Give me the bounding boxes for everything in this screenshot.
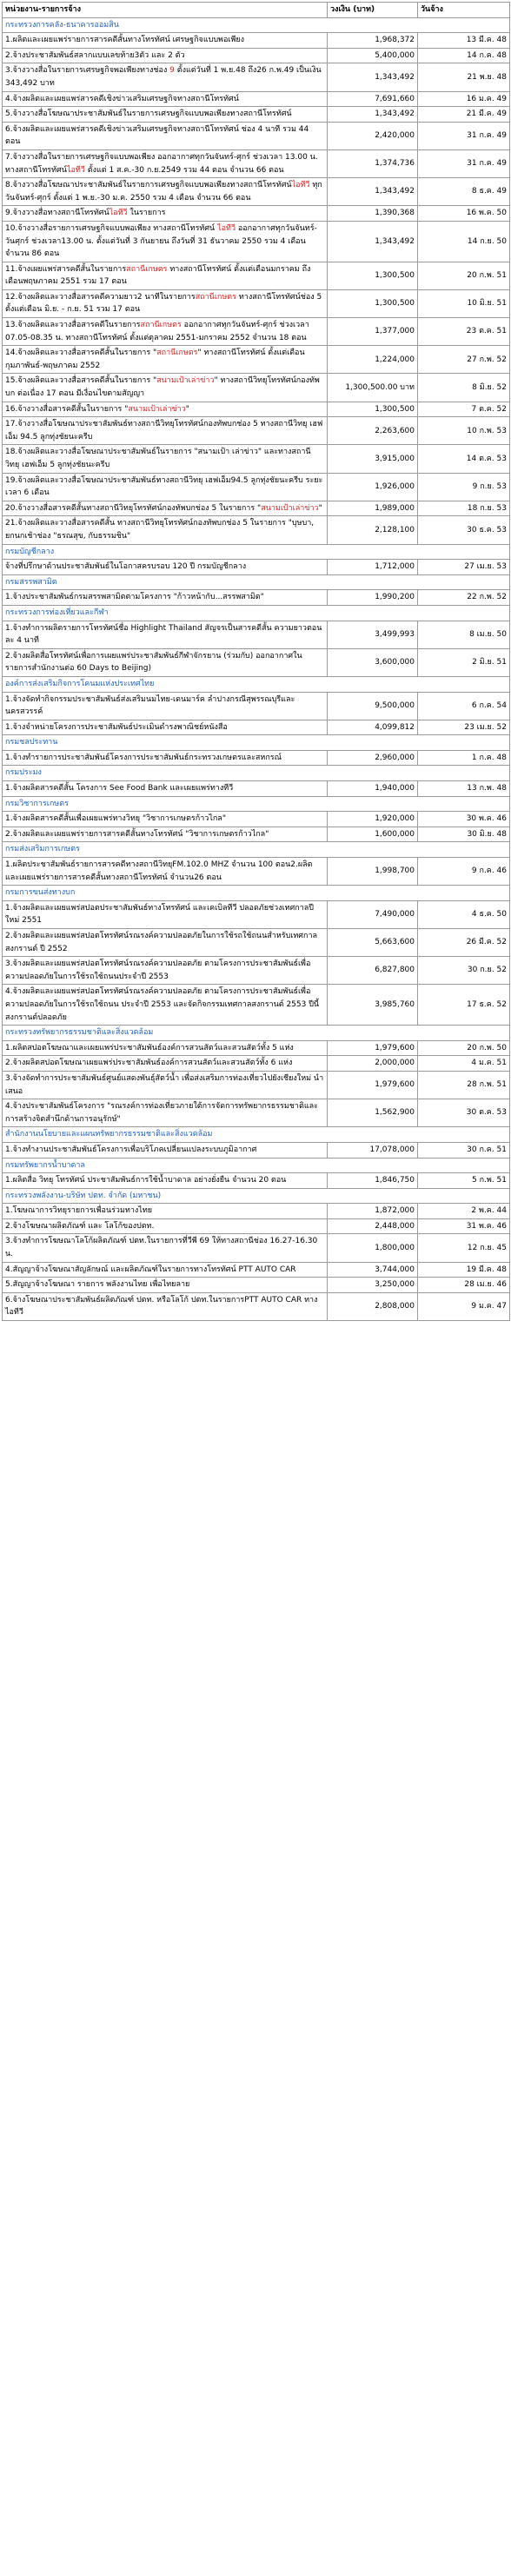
description-text: 10.จ้างวางสื่อรายการเศรษฐกิจแบบพอเพียง ทางสถานีโทรทัศน์ <box>5 223 218 233</box>
highlighted-text: ไอทีวี <box>291 181 310 190</box>
amount-cell: 1,979,600 <box>328 1071 418 1099</box>
description-text: ทางสถานีโทรทัศน์ช่อง 5 ตั้งแต่เดือน มิ.ย. - ก.ย. 51 รวม 17 ตอน <box>5 292 322 315</box>
table-row <box>3 318 510 346</box>
date-cell: 19 มี.ค. 48 <box>418 1262 510 1278</box>
table-row <box>3 692 510 720</box>
date-cell: 23 ต.ค. 51 <box>418 318 510 346</box>
date-cell: 21 มี.ค. 49 <box>418 107 510 123</box>
description-text: " <box>318 503 322 513</box>
section-title: กรมชลประทาน <box>3 735 510 751</box>
table-row <box>3 750 510 766</box>
amount-cell: 1,343,492 <box>328 178 418 206</box>
amount-cell: 6,827,800 <box>328 957 418 985</box>
description-text: 8.จ้างวางสื่อโฆษณาประชาสัมพันธ์ในรายการเศรษฐกิจแบบพอเพียงทางสถานีโทรทัศน์ <box>5 181 292 190</box>
section-title: สำนักงานนโยบายและแผนทรัพยากรธรรมชาติและสิ่งแวดล้อม <box>3 1127 510 1143</box>
description-text: 9.จ้างวางสื่อทางสถานีโทรทัศน์ <box>5 209 110 218</box>
date-cell: 23 เม.ย. 52 <box>418 720 510 735</box>
description-text: 1.ผลิตสื่อ วิทยุ โทรทัศน์ ประชาสัมพันธ์การใช้น้ำบาดาล อย่างยั่งยืน จำนวน 20 ตอน <box>5 1176 287 1185</box>
item-description <box>3 63 328 91</box>
table-row <box>3 206 510 222</box>
description-text: 20.จ้างวางสื่อสารคดีสั้นทางสถานีวิทยุโทรทัศน์กองทัพบกช่อง 5 ในรายการ " <box>5 503 262 513</box>
date-cell: 7 ต.ค. 52 <box>418 402 510 417</box>
table-row <box>3 33 510 49</box>
item-description <box>3 812 328 827</box>
description-text: 1.จ้างจำหน่ายโครงการประชาสัมพันธ์ประเมินดำรงพาณิชย์หนังสือ <box>5 722 228 732</box>
amount-cell: 1,562,900 <box>328 1099 418 1127</box>
amount-cell: 5,663,600 <box>328 929 418 957</box>
highlighted-text: สนามเป้าเล่าข่าว <box>261 503 319 513</box>
item-description <box>3 858 328 886</box>
date-cell: 8 มิ.ย. 52 <box>418 374 510 402</box>
date-cell: 30 ก.ย. 52 <box>418 957 510 985</box>
date-cell: 16 ม.ค. 49 <box>418 91 510 107</box>
amount-cell: 1,989,000 <box>328 501 418 516</box>
table-row <box>3 929 510 957</box>
amount-cell: 1,800,000 <box>328 1234 418 1262</box>
date-cell: 30 ธ.ค. 53 <box>418 516 510 544</box>
amount-cell: 2,128,100 <box>328 516 418 544</box>
amount-cell: 1,846,750 <box>328 1173 418 1189</box>
description-text: 6.จ้างโฆษณาประชาสัมพันธ์ผลิตภัณฑ์ ปตท. หรือโลโก้ ปตท.ในรายการPTT AUTO CAR ทาง ไอทีวี <box>5 1295 318 1318</box>
section-header-row <box>3 796 510 812</box>
amount-cell: 1,300,500.00 บาท <box>328 374 418 402</box>
description-text: 4.จ้างประชาสัมพันธ์โครงการ "รณรงค์การท่องเที่ยวภายใต้การจัดการทรัพยากรธรรมชาติและการสร้างจิตสำนึกด้านการอนุรักษ์" <box>5 1102 318 1124</box>
date-cell: 1 ก.ค. 48 <box>418 750 510 766</box>
amount-cell: 17,078,000 <box>328 1142 418 1158</box>
description-text: 2.จ้างผลิตสปอตโฆษณาเผยแพร่ประชาสัมพันธ์องค์การสวนสัตว์และสวนสัตว์ทั้ง 6 แห่ง <box>5 1059 293 1068</box>
highlighted-text: สนามเป้าเล่าข่าว <box>128 404 186 414</box>
date-cell: 6 ก.ค. 54 <box>418 692 510 720</box>
table-row <box>3 178 510 206</box>
description-text: " <box>185 404 189 414</box>
item-description <box>3 957 328 985</box>
date-cell: 31 ก.ค. 49 <box>418 122 510 149</box>
item-description <box>3 473 328 501</box>
item-description <box>3 827 328 842</box>
description-text: 3.จ้างวางสื่อในรายการเศรษฐกิจพอเพียงทางช่อง <box>5 66 170 76</box>
date-cell: 14 ก.ค. 48 <box>418 48 510 63</box>
section-header-row <box>3 1127 510 1143</box>
description-text: 16.จ้างวางสื่อสารคดีสั้นในรายการ " <box>5 404 129 414</box>
description-text: 12.จ้างผลิตและวางสื่อสารคดีความยาว2 นาทีในรายการ <box>5 292 196 302</box>
section-title: กระทรวงพลังงาน-บริษัท ปตท. จำกัด (มหาชน) <box>3 1188 510 1204</box>
table-row <box>3 1071 510 1099</box>
date-cell: 20 ก.พ. 51 <box>418 262 510 289</box>
amount-cell: 7,490,000 <box>328 900 418 928</box>
description-text: " ทางสถานีวิทยุโทรทัศน์กองทัพบก ต่อเนื่อง 17 ตอน มีเงื่อนไขตามสัญญา <box>5 376 320 399</box>
item-description <box>3 221 328 262</box>
date-cell: 4 ธ.ค. 50 <box>418 900 510 928</box>
amount-cell: 1,343,492 <box>328 107 418 123</box>
date-cell: 2 มิ.ย. 51 <box>418 648 510 676</box>
amount-cell: 2,448,000 <box>328 1218 418 1234</box>
description-text: 7.จ้างวางสื่อในรายการเศรษฐกิจแบบพอเพียง ออกอากาศทุกวันจันทร์-ศุกร์ ช่วงเวลา 13.00 น. ทางสถานีโทรทัศน์ <box>5 152 318 175</box>
date-cell: 8 เม.ย. 50 <box>418 621 510 648</box>
description-text: 1.จ้างผลิตและเผยแพร่สปอตประชาสัมพันธ์ทางโทรทัศน์ และเคเบิลทีวี ปลอดภัยช่วงเทศกาลปีใหม่ 2551 <box>5 903 315 926</box>
table-row <box>3 827 510 842</box>
amount-cell: 1,712,000 <box>328 560 418 575</box>
item-description <box>3 1056 328 1072</box>
section-header-row <box>3 1026 510 1041</box>
amount-cell: 1,940,000 <box>328 781 418 797</box>
date-cell: 17 ธ.ค. 52 <box>418 985 510 1026</box>
amount-cell: 1,979,600 <box>328 1040 418 1056</box>
description-text: 3.จ้างจัดทำการประชาสัมพันธ์ศูนย์แสดงพันธุ์สัตว์น้ำ เพื่อส่งเสริมการท่องเที่ยวไปยังเชียงใหม่ นำเสนอ <box>5 1073 324 1096</box>
section-header-row <box>3 1188 510 1204</box>
item-description <box>3 1278 328 1293</box>
date-cell: 9 ก.ค. 46 <box>418 858 510 886</box>
item-description <box>3 48 328 63</box>
description-text: 1.จ้างผลิตสารคดีสั้นเพื่อเผยแพร่ทางวิทยุ "วิชาการเกษตรก้าวไกล" <box>5 814 226 824</box>
description-text: ทุกวันจันทร์-ศุกร์ ตั้งแต่ 1 พ.ย.-30 ม.ค. 2550 รวม 4 เดือน จำนวน 66 ตอน <box>5 181 322 202</box>
section-header-row <box>3 574 510 590</box>
description-text: 2.จ้างโฆษณาผลิตภัณฑ์ และ โลโก้ของปตท. <box>5 1221 155 1231</box>
amount-cell: 1,374,736 <box>328 149 418 177</box>
date-cell: 26 มี.ค. 52 <box>418 929 510 957</box>
date-cell: 16 พ.ค. 50 <box>418 206 510 222</box>
table-row <box>3 501 510 516</box>
description-text: " ทางสถานีโทรทัศน์ ตั้งแต่เดือนกุมภาพันธ์-พฤษภาคม 2552 <box>5 349 305 370</box>
date-cell: 14 ต.ค. 53 <box>418 445 510 473</box>
section-header-row <box>3 842 510 858</box>
date-cell: 31 ก.ค. 49 <box>418 149 510 177</box>
date-cell: 5 ก.พ. 51 <box>418 1173 510 1189</box>
date-cell: 9 ก.ย. 53 <box>418 473 510 501</box>
table-row <box>3 262 510 289</box>
highlighted-text: 9 <box>169 66 175 76</box>
table-row <box>3 1278 510 1293</box>
description-text: 21.จ้างผลิตและวางสื่อสารคดีสั้น ทางสถานีวิทยุโทรทัศน์กองทัพบกช่อง 5 ในรายการ "บุษบา, ยกนกเช้าช่อง "ธรณสุข, กับธรรมชิน" <box>5 519 315 541</box>
item-description <box>3 648 328 676</box>
amount-cell: 1,300,500 <box>328 262 418 289</box>
amount-cell: 1,998,700 <box>328 858 418 886</box>
table-row <box>3 590 510 606</box>
table-header-row <box>3 3 510 18</box>
amount-cell: 1,390,368 <box>328 206 418 222</box>
table-row <box>3 957 510 985</box>
amount-cell: 1,926,000 <box>328 473 418 501</box>
item-description <box>3 590 328 606</box>
table-row <box>3 107 510 123</box>
amount-cell: 1,920,000 <box>328 812 418 827</box>
table-row <box>3 1142 510 1158</box>
description-text: ออกอากาศทุกวันจันทร์-ศุกร์ ช่วงเวลา 07.05-08.35 น. ทางสถานีโทรทัศน์ ตั้งแต่ตุลาคม 2551-มกราคม 2552 จำนวน 18 ตอน <box>5 321 309 342</box>
date-cell: 10 มิ.ย. 51 <box>418 289 510 317</box>
table-row <box>3 48 510 63</box>
procurement-table <box>2 2 510 1321</box>
section-header-row <box>3 544 510 560</box>
description-text: 2.จ้างประชาสัมพันธ์สลากแบบเลขท้าย3ตัว และ 2 ตัว <box>5 50 185 60</box>
date-cell: 27 เม.ย. 53 <box>418 560 510 575</box>
table-row <box>3 1218 510 1234</box>
item-description <box>3 33 328 49</box>
section-title: กรมบัญชีกลาง <box>3 544 510 560</box>
item-description <box>3 1292 328 1320</box>
section-header-row <box>3 766 510 781</box>
date-cell: 2 พ.ค. 44 <box>418 1204 510 1219</box>
highlighted-text: ไอทีวี <box>66 165 85 175</box>
date-cell: 27 ก.พ. 52 <box>418 346 510 374</box>
table-row <box>3 473 510 501</box>
date-cell: 30 ต.ค. 53 <box>418 1099 510 1127</box>
description-text: 15.จ้างผลิตและวางสื่อสารคดีสั้นในรายการ " <box>5 376 157 386</box>
table-row <box>3 560 510 575</box>
table-row <box>3 221 510 262</box>
description-text: ในรายการ <box>127 209 166 218</box>
item-description <box>3 91 328 107</box>
item-description <box>3 1040 328 1056</box>
item-description <box>3 516 328 544</box>
item-description <box>3 1142 328 1158</box>
description-text: 1.ผลิตประชาสัมพันธ์รายการสารคดีทางสถานีวิทยุFM.102.0 MHZ จำนวน 100 ตอน2.ผลิตและเผยแพร่รายการสารคดีสั้นทางสถานีโทรทัศน์ จำนวน26 ตอน <box>5 860 313 882</box>
highlighted-text: สถานีเกษตร <box>126 264 168 274</box>
amount-cell: 7,691,660 <box>328 91 418 107</box>
description-text: 1.ผลิตสปอตโฆษณาและเผยแพร่ประชาสัมพันธ์องค์การสวนสัตว์และสวนสัตว์ทั้ง 5 แห่ง <box>5 1043 294 1052</box>
header-date: วันจ้าง <box>418 3 510 18</box>
description-text: 1.จ้างทำงานประชาสัมพันธ์โครงการเพื่อบริโภคเปลี่ยนแปลงระบบภูมิอากาศ <box>5 1145 257 1154</box>
amount-cell: 1,300,500 <box>328 402 418 417</box>
table-row <box>3 516 510 544</box>
date-cell: 30 มิ.ย. 48 <box>418 827 510 842</box>
description-text: 1.จ้างจัดทำกิจกรรมประชาสัมพันธ์ส่งเสริมนมไทย-เดนมาร์ค ลำปางกรณีสุพรรณบุรีและนครสวรรค์ <box>5 694 295 717</box>
table-row <box>3 346 510 374</box>
table-row <box>3 812 510 827</box>
description-text: 13.จ้างผลิตและวางสื่อสารคดีในรายการ <box>5 321 141 330</box>
date-cell: 30 ก.ค. 51 <box>418 1142 510 1158</box>
table-row <box>3 1040 510 1056</box>
item-description <box>3 149 328 177</box>
amount-cell: 2,420,000 <box>328 122 418 149</box>
description-text: 4.จ้างผลิตและเผยแพร่สารคดีเชิงข่าวเสริมเศรษฐกิจทางสถานีโทรทัศน์ <box>5 94 239 103</box>
table-row <box>3 1173 510 1189</box>
table-row <box>3 445 510 473</box>
section-title: กระทรวงการท่องเที่ยวและกีฬา <box>3 605 510 621</box>
item-description <box>3 985 328 1026</box>
table-row <box>3 1204 510 1219</box>
table-row <box>3 1056 510 1072</box>
table-row <box>3 122 510 149</box>
table-row <box>3 720 510 735</box>
description-text: 18.จ้างผลิตและวางสื่อโฆษณาประชาสัมพันธ์ในรายการ "สนามเป้า เล่าข่าว" และทางสถานีวิทยุ เฮฟเอ็ม 5 ลูกทุ่งชัยนะครีบ <box>5 448 311 469</box>
section-header-row <box>3 605 510 621</box>
table-body <box>3 17 510 1320</box>
description-text: 2.จ้างผลิตและเผยแพร่สปอตโทรทัศน์รณรงค์ความปลอดภัยในการใช้รถใช้ถนนสำหรับเทศกาลสงกรานต์ ปี 2552 <box>5 932 318 953</box>
amount-cell: 1,224,000 <box>328 346 418 374</box>
date-cell: 30 พ.ค. 46 <box>418 812 510 827</box>
amount-cell: 1,990,200 <box>328 590 418 606</box>
section-title: กรมส่งเสริมการเกษตร <box>3 842 510 858</box>
item-description <box>3 560 328 575</box>
description-text: 4.สัญญาจ้างโฆษณาสัญลักษณ์ และผลิตภัณฑ์ในรายการทางโทรทัศน์ PTT AUTO CAR <box>5 1265 296 1274</box>
amount-cell: 2,000,000 <box>328 1056 418 1072</box>
section-title: องค์การส่งเสริมกิจการโคนมแห่งประเทศไทย <box>3 676 510 692</box>
description-text: 1.โฆษณาการวิทยุรายการเพื่อนร่วมทางไทย <box>5 1206 153 1216</box>
description-text: 19.จ้างผลิตและวางสื่อโฆษณาประชาสัมพันธ์ทางสถานีวิทยุ เฮฟเอ็ม94.5 ลูกทุ่งชัยนะครีบ ระยะเวลา 6 เดือน <box>5 475 323 498</box>
date-cell: 31 พ.ค. 46 <box>418 1218 510 1234</box>
item-description <box>3 374 328 402</box>
section-title: กรมการขนส่งทางบก <box>3 886 510 901</box>
item-description <box>3 289 328 317</box>
item-description <box>3 346 328 374</box>
item-description <box>3 692 328 720</box>
description-text: 5.สัญญาจ้างโฆษณา รายการ พลังงานไทย เพื่อไทยลาย <box>5 1280 190 1290</box>
item-description <box>3 501 328 516</box>
date-cell: 21 พ.ย. 48 <box>418 63 510 91</box>
date-cell: 28 เม.ย. 46 <box>418 1278 510 1293</box>
item-description <box>3 1099 328 1127</box>
date-cell: 8 ธ.ค. 49 <box>418 178 510 206</box>
amount-cell: 5,400,000 <box>328 48 418 63</box>
amount-cell: 1,377,000 <box>328 318 418 346</box>
highlighted-text: สถานีเกษตร <box>195 292 236 302</box>
description-text: 1.จ้างทำการผลิตรายการโทรทัศน์ชื่อ Highlight Thailand สัญจรเป็นสารคดีสั้น ความยาวตอนละ 4 นาที <box>5 623 322 646</box>
description-text: 17.จ้างวางสื่อโฆษณาประชาสัมพันธ์ทางสถานีวิทยุโทรทัศน์กองทัพบกช่อง 5 ทางสถานีวิทยุ เฮฟเอ็ม 94.5 ลูกทุ่งชัยนะครีบ <box>5 420 323 442</box>
section-header-row <box>3 735 510 751</box>
table-row <box>3 402 510 417</box>
item-description <box>3 781 328 797</box>
item-description <box>3 1204 328 1219</box>
item-description <box>3 206 328 222</box>
section-title: กระทรวงทรัพยากรธรรมชาติและสิ่งแวดล้อม <box>3 1026 510 1041</box>
description-text: 3.จ้างผลิตและเผยแพร่สปอตโทรทัศน์รณรงค์ความปลอดภัย ตามโครงการประชาสัมพันธ์เพื่อความปลอดภัยในการใช้รถใช้ถนนประจำปี 2553 <box>5 959 311 981</box>
date-cell: 9 ม.ค. 47 <box>418 1292 510 1320</box>
amount-cell: 1,300,500 <box>328 289 418 317</box>
section-title: กรมสรรพสามิต <box>3 574 510 590</box>
date-cell: 13 มี.ค. 48 <box>418 33 510 49</box>
date-cell: 14 ก.ย. 50 <box>418 221 510 262</box>
description-text: 4.จ้างผลิตและเผยแพร่สปอตโทรทัศน์รณรงค์ความปลอดภัย ตามโครงการประชาสัมพันธ์เพื่อความปลอดภัยในการใช้รถใช้ถนน ประจำปี 2553 และจัดกิจกรรมเทศกาลสงกรานต์ 2553 ปีนี้สงกรานต์ปลอดภัย <box>5 987 320 1022</box>
amount-cell: 3,250,000 <box>328 1278 418 1293</box>
item-description <box>3 445 328 473</box>
highlighted-text: สถานีเกษตร <box>140 321 182 330</box>
table-row <box>3 621 510 648</box>
section-title: กรมประมง <box>3 766 510 781</box>
header-agency-item: หน่วยงาน-รายการจ้าง <box>3 3 328 18</box>
amount-cell: 1,872,000 <box>328 1204 418 1219</box>
description-text: จ้างที่ปรึกษาด้านประชาสัมพันธ์ในโอกาสครบรอบ 120 ปี กรมบัญชีกลาง <box>5 562 247 572</box>
item-description <box>3 1234 328 1262</box>
description-text: 2.จ้างผลิตสื่อโทรทัศน์เพื่อการเผยแพร่ประชาสัมพันธ์กีฬาจักรยาน (ร่วมกับ) ออกอากาศในรายการสำนักงานต่อ 60 Days to Beijing) <box>5 651 302 674</box>
table-row <box>3 1262 510 1278</box>
description-text: ออกอากาศทุกวันจันทร์-วันศุกร์ ช่วงเวลา13.00 น. ตั้งแต่วันที่ 3 กันยายน ถึงวันที่ 31 ธันวาคม 2550 รวม 4 เดือน จำนวน 86 ตอน <box>5 223 317 259</box>
description-text: 1.จ้างผลิตสารคดีสั้น โครงการ See Food Bank และเผยแพร่ทางทีวี <box>5 784 234 793</box>
date-cell: 22 ก.พ. 52 <box>418 590 510 606</box>
table-row <box>3 1099 510 1127</box>
item-description <box>3 929 328 957</box>
section-title: กรมทรัพยากรน้ำบาดาล <box>3 1158 510 1173</box>
highlighted-text: สนามเป้าเล่าข่าว <box>156 376 215 386</box>
description-text: 6.จ้างผลิตและเผยแพร่สารคดีเชิงข่าวเสริมเศรษฐกิจทางสถานีโทรทัศน์ ช่อง 4 นาที รวม 44 ตอน <box>5 124 309 147</box>
amount-cell: 3,985,760 <box>328 985 418 1026</box>
amount-cell: 1,600,000 <box>328 827 418 842</box>
description-text: 3.จ้างทำการโฆษณาโลโก้ผลิตภัณฑ์ ปตท.ในรายการที่วีพี 69 ให้ทางสถานีช่อง 16.27-16.30 น. <box>5 1237 318 1259</box>
table-row <box>3 149 510 177</box>
item-description <box>3 178 328 206</box>
amount-cell: 4,099,812 <box>328 720 418 735</box>
description-text: ตั้งแต่ 1 ส.ค.-30 ก.ย.2549 รวม 44 ตอน จำนวน 66 ตอน <box>84 165 284 175</box>
amount-cell: 3,744,000 <box>328 1262 418 1278</box>
date-cell: 4 ม.ค. 51 <box>418 1056 510 1072</box>
description-text: 1.ผลิตและเผยแพร่รายการสารคดีสั้นทางโทรทัศน์ เศรษฐกิจแบบพอเพียง <box>5 36 245 45</box>
table-row <box>3 417 510 445</box>
table-row <box>3 858 510 886</box>
section-header-row <box>3 17 510 33</box>
date-cell: 28 ก.พ. 51 <box>418 1071 510 1099</box>
description-text: 14.จ้างผลิตและวางสื่อสารคดีสั้นในรายการ " <box>5 349 157 358</box>
item-description <box>3 1262 328 1278</box>
item-description <box>3 1218 328 1234</box>
section-title: กระทรวงการคลัง-ธนาคารออมสิน <box>3 17 510 33</box>
amount-cell: 2,263,600 <box>328 417 418 445</box>
amount-cell: 3,600,000 <box>328 648 418 676</box>
date-cell: 18 ก.ย. 53 <box>418 501 510 516</box>
table-row <box>3 985 510 1026</box>
section-header-row <box>3 1158 510 1173</box>
section-title: กรมวิชาการเกษตร <box>3 796 510 812</box>
amount-cell: 2,808,000 <box>328 1292 418 1320</box>
item-description <box>3 1173 328 1189</box>
table-row <box>3 91 510 107</box>
item-description <box>3 318 328 346</box>
amount-cell: 3,499,993 <box>328 621 418 648</box>
date-cell: 10 ก.พ. 53 <box>418 417 510 445</box>
description-text: ตั้งแต่วันที่ 1 พ.ย.48 ถึง26 ก.พ.49 เป็นเงิน 343,492 บาท <box>5 66 322 88</box>
amount-cell: 9,500,000 <box>328 692 418 720</box>
highlighted-text: ไอทีวี <box>217 223 236 233</box>
item-description <box>3 262 328 289</box>
item-description <box>3 122 328 149</box>
date-cell: 13 ก.พ. 48 <box>418 781 510 797</box>
description-text: 2.จ้างผลิตและเผยแพร่รายการสารคดีสั้นทางโทรทัศน์ "วิชาการเกษตรก้าวไกล" <box>5 829 269 839</box>
item-description <box>3 720 328 735</box>
table-row <box>3 1292 510 1320</box>
description-text: ทางสถานีโทรทัศน์ ตั้งแต่เดือนมกราคม ถึงเดือนพฤษภาคม 2551 รวม 17 ตอน <box>5 264 311 287</box>
item-description <box>3 402 328 417</box>
highlighted-text: สถานีเกษตร <box>156 349 198 358</box>
item-description <box>3 900 328 928</box>
table-row <box>3 900 510 928</box>
table-row <box>3 648 510 676</box>
item-description <box>3 621 328 648</box>
description-text: 1.จ้างทำรายการประชาสัมพันธ์โครงการประชาสัมพันธ์กระทรวงเกษตรและสหกรณ์ <box>5 753 282 762</box>
table-row <box>3 63 510 91</box>
item-description <box>3 417 328 445</box>
section-header-row <box>3 676 510 692</box>
amount-cell: 1,968,372 <box>328 33 418 49</box>
amount-cell: 2,960,000 <box>328 750 418 766</box>
item-description <box>3 750 328 766</box>
highlighted-text: ไอทีวี <box>109 209 128 218</box>
date-cell: 12 ก.ย. 45 <box>418 1234 510 1262</box>
table-row <box>3 374 510 402</box>
description-text: 1.จ้างประชาสัมพันธ์กรมสรรพสามิตตามโครงการ "ก้าวหน้ากับ...สรรพสามิต" <box>5 593 264 602</box>
description-text: 5.จ้างวางสื่อโฆษณาประชาสัมพันธ์ในรายการเศรษฐกิจแบบพอเพียงทางสถานีโทรทัศน์ <box>5 110 292 119</box>
amount-cell: 1,343,492 <box>328 63 418 91</box>
amount-cell: 1,343,492 <box>328 221 418 262</box>
description-text: 11.จ้างเผยแพร่สารคดีสั้นในรายการ <box>5 264 127 274</box>
date-cell: 20 ก.พ. 50 <box>418 1040 510 1056</box>
table-row <box>3 1234 510 1262</box>
table-row <box>3 781 510 797</box>
section-header-row <box>3 886 510 901</box>
table-row <box>3 289 510 317</box>
amount-cell: 3,915,000 <box>328 445 418 473</box>
item-description <box>3 107 328 123</box>
header-amount: วงเงิน (บาท) <box>328 3 418 18</box>
item-description <box>3 1071 328 1099</box>
